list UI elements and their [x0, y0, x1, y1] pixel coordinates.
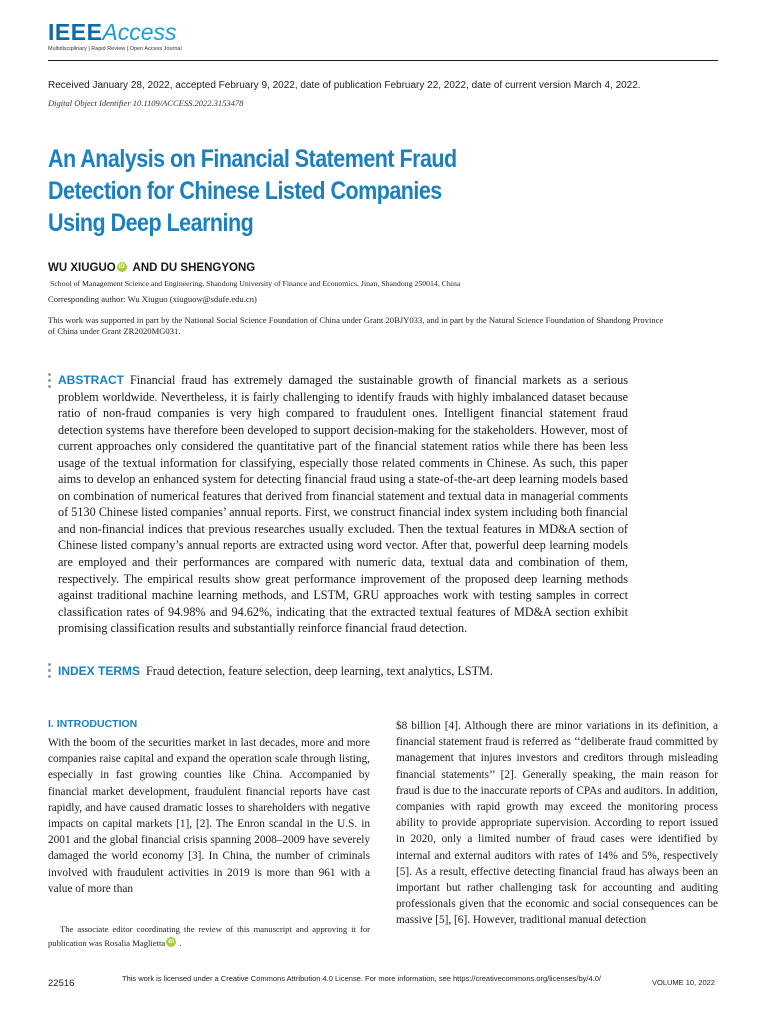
doi: Digital Object Identifier 10.1109/ACCESS.2022.3153478 [48, 98, 244, 108]
abstract-dots-icon [48, 373, 52, 391]
footnote-text: The associate editor coordinating the review of this manuscript and approving it for publication was Rosalia Maglietta [48, 924, 370, 948]
footnote-end: . [179, 938, 182, 948]
abstract [58, 372, 628, 637]
received-dates: Received January 28, 2022, accepted February 9, 2022, date of publication February 22, 2022, date of current version March 4, 2022. [48, 80, 641, 91]
volume-label: VOLUME 10, 2022 [652, 978, 715, 987]
brand-ieee: IEEE [48, 19, 103, 45]
intro-right-column: $8 billion [4]. Although there are minor variations in its definition, a financial statement fraud is referred as ‘‘deliberate fraud committed by management that injures investors and creditors through misleading financial statements’’ [2]. Generally speaking, the main reason for fraud is due to the inaccurate reports of CPAs and auditors. In addition, companies with rapid growth may exceed the monitoring process ability to provide appropriate supervision. According to report issued in 2020, only a limited number of fraud cases were identified by internal and external auditors with rates of 14% and 5%, respectively [5]. As a result, effective detecting financial fraud has always been an important but rather challenging task for accounting and auditing professionals given that the economic and social consequences can be massive [5], [6]. However, traditional manual detection [396, 720, 718, 927]
title-line: Detection for Chinese Listed Companies [48, 177, 442, 205]
section-heading: I. INTRODUCTION [48, 718, 138, 730]
journal-logo [48, 20, 182, 52]
funding-note: This work was supported in part by the National Social Science Foundation of China under Grant 20BJY033, and in part by the Natural Science Foundation of Shandong Province of China under Grant ZR2020MG031. [48, 315, 664, 336]
index-terms [58, 663, 628, 679]
paper-title [48, 143, 530, 239]
corresponding-author: Corresponding author: Wu Xiuguo (xiuguow@sdufe.edu.cn) [48, 294, 257, 304]
title-line: An Analysis on Financial Statement Fraud [48, 145, 457, 173]
license-note: This work is licensed under a Creative Commons Attribution 4.0 License. For more information, see https://creativecommons.org/licenses/by/4.0/ [122, 974, 601, 983]
journal-brand [48, 20, 182, 44]
orcid-icon[interactable]: iD [118, 264, 125, 270]
brand-access: Access [102, 19, 177, 45]
authors [48, 262, 255, 274]
header-divider [48, 60, 718, 61]
affiliation: School of Management Science and Engineering, Shandong University of Finance and Economics, Jinan, Shandong 250014, China [50, 279, 461, 288]
title-line: Using Deep Learning [48, 209, 254, 237]
orcid-icon[interactable]: iD [168, 939, 175, 945]
abstract-text: Financial fraud has extremely damaged the sustainable growth of financial markets as a serious problem worldwide. Nevertheless, it is fairly challenging to identify frauds with highly imbalanced dataset because ratio of non-fraud companies is very high compared to fraudulent ones. Intelligent financial statement fraud detection systems have therefore been developed to support decision-making for the stakeholders. However, most of current approaches only considered the quantitative part of the financial statement ratios while there has been less usage of the textual information for classifying, especially those related comments in Chinese. As such, this paper aims to develop an enhanced system for detecting financial fraud using a state-of-the-art deep learning models based on combination of numerical features that derived from financial statement and textual data in managerial comments of 5130 Chinese listed companies’ annual reports. First, we construct financial index system including both financial and non-financial indices that previous researches usually excluded. Then the textual features in MD&A section of Chinese listed company’s annual reports are extracted using word vector. After that, powerful deep learning models are employed and their performances are compared with numeric data, textual data and combination of them, respectively. The empirical results show great performance improvement of the proposed deep learning methods against traditional machine learning methods, and LSTM, GRU approaches work with testing samples in correct classification rates of 94.98% and 94.62%, indicating that the extracted textual features of MD&A section exhibit promising classification results and substantially reinforce financial fraud detection. [58, 373, 628, 636]
index-terms-text: Fraud detection, feature selection, deep learning, text analytics, LSTM. [146, 664, 493, 678]
author-separator: AND DU SHENGYONG [132, 262, 256, 274]
index-terms-label: INDEX TERMS [58, 664, 141, 678]
intro-left-column: With the boom of the securities market in last decades, more and more companies raise capital and expand the operation scale through listing, especially in fast growing counties like China. Accompanied by financial market development, fraudulent financial reports have cast rapidly, and have caused dramatic losses to shareholders with negative impacts on capital markets [1], [2]. The Enron scandal in the U.S. in 2001 and the global financial crisis spanning 2008–2009 have severely damaged the world economy [3]. In China, the number of criminals involved with fraudulent activities in 2019 is more than 961 with a value of more than [48, 737, 370, 895]
abstract-label: ABSTRACT [58, 373, 124, 387]
author-name: WU XIUGUO [48, 262, 116, 274]
footnote [48, 922, 370, 950]
index-terms-dots-icon [48, 663, 52, 681]
page-number: 22516 [48, 978, 75, 989]
journal-tagline: Multidisciplinary | Rapid Review | Open Access Journal [48, 46, 182, 52]
